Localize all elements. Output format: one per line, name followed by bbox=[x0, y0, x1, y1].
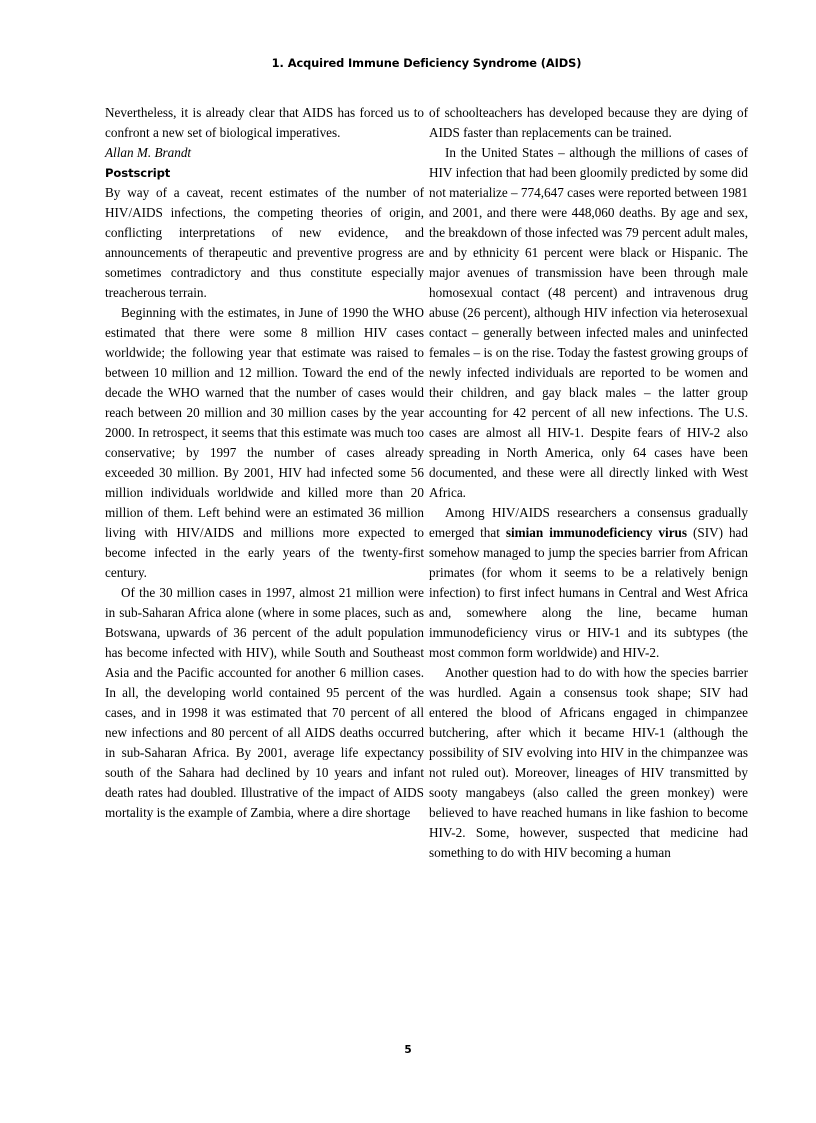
paragraph-schoolteachers: of schoolteachers has developed because they are dying of AIDS faster than replacements can be trained. bbox=[429, 105, 748, 140]
bold-term-siv: simian immunodeficiency virus bbox=[505, 525, 688, 540]
paragraph-nevertheless: Nevertheless, it is already clear that AIDS has forced us to confront a new set of biological imperatives. bbox=[105, 105, 424, 140]
paragraph-estimates: Beginning with the estimates, in June of 1990 the WHO estimated that there were some 8 million HIV cases worldwide; the following year that estimate was raised to between 10 million and 12 million. Toward the end of the decade the WHO warned that the number of cases would reach between 20 million and 30 million cases by the year 2000. In retrospect, it seems that this estimate was much too conservative; by 1997 the number of cases already exceeded 30 million. By 2001, HIV had infected some 56 million individuals worldwide and killed more than 20 million of them. Left behind were an estimated 36 million living with HIV/AIDS and millions more expected to become infected in the early years of the twenty-first century. bbox=[105, 305, 424, 580]
paragraph-species-barrier: Another question had to do with how the species barrier was hurdled. Again a consensus took shape; SIV had entered the blood of Africans engaged in chimpanzee butchering, after which it became HIV-1 (although the possibility of SIV evolving into HIV in the chimpanzee was not ruled out). Moreover, lineages of HIV transmitted by sooty mangabeys (also called the green monkey) were believed to have reached humans in like fashion to become HIV-2. Some, however, suspected that medicine had something to do with HIV becoming a human bbox=[429, 665, 748, 860]
paragraph-caveat: By way of a caveat, recent estimates of the number of HIV/AIDS infections, the competing theories of origin, conflicting interpretations of new evidence, and announcements of therapeutic and preventive progress are sometimes contradictory and thus constitute especially treacherous terrain. bbox=[105, 185, 424, 300]
running-head-title: Acquired Immune Deficiency Syndrome (AIDS) bbox=[287, 56, 582, 70]
paragraph-consensus-siv bbox=[429, 503, 748, 663]
consensus-text-after-term: (SIV) had somehow managed to jump the species barrier from African primates (for whom it seems to be a relatively benign infection) to first infect humans in Central and West Africa and, somewhere along the line, became human immunodeficiency virus or HIV-1 and its subtypes (the most common form worldwide) and HIV-2. bbox=[429, 525, 749, 660]
right-column bbox=[429, 103, 748, 1033]
paragraph-thirty-million-cases: Of the 30 million cases in 1997, almost 21 million were in sub-Saharan Africa alone (where in some places, such as Botswana, upwards of 36 percent of the adult population has become infected with HIV), while South and Southeast Asia and the Pacific accounted for another 6 million cases. In all, the developing world contained 95 percent of the cases, and in 1998 it was estimated that 70 percent of all new infections and 80 percent of all AIDS deaths occurred in sub-Saharan Africa. By 2001, average life expectancy south of the Sahara had declined by 10 years and infant death rates had doubled. Illustrative of the impact of AIDS mortality is the example of Zambia, where a dire shortage bbox=[105, 585, 424, 820]
body-columns bbox=[105, 103, 748, 1033]
consensus-text-before-term: Among HIV/AIDS researchers a consensus gradually emerged that bbox=[429, 505, 748, 540]
running-head-chapter-number: 1. bbox=[271, 56, 284, 70]
page-number: 5 bbox=[404, 1044, 412, 1056]
section-heading-postscript: Postscript bbox=[105, 166, 171, 180]
running-head bbox=[105, 56, 748, 70]
author-attribution: Allan M. Brandt bbox=[105, 145, 192, 160]
paragraph-united-states: In the United States – although the millions of cases of HIV infection that had been gloomily predicted by some did not materialize – 774,647 cases were reported between 1981 and 2001, and there were 448,060 deaths. By age and sex, the breakdown of those infected was 79 percent adult males, and by ethnicity 61 percent were black or Hispanic. The major avenues of transmission have been through male homosexual contact (48 percent) and intravenous drug abuse (26 percent), although HIV infection via heterosexual contact – generally between infected males and uninfected females – is on the rise. Today the fastest growing groups of newly infected individuals are reported to be women and their children, and gay black males – the latter group accounting for 42 percent of all new infections. The U.S. cases are almost all HIV-1. Despite fears of HIV-2 also spreading in North America, only 64 cases have been documented, and these were all directly linked with West Africa. bbox=[429, 145, 748, 500]
left-column bbox=[105, 103, 424, 1033]
